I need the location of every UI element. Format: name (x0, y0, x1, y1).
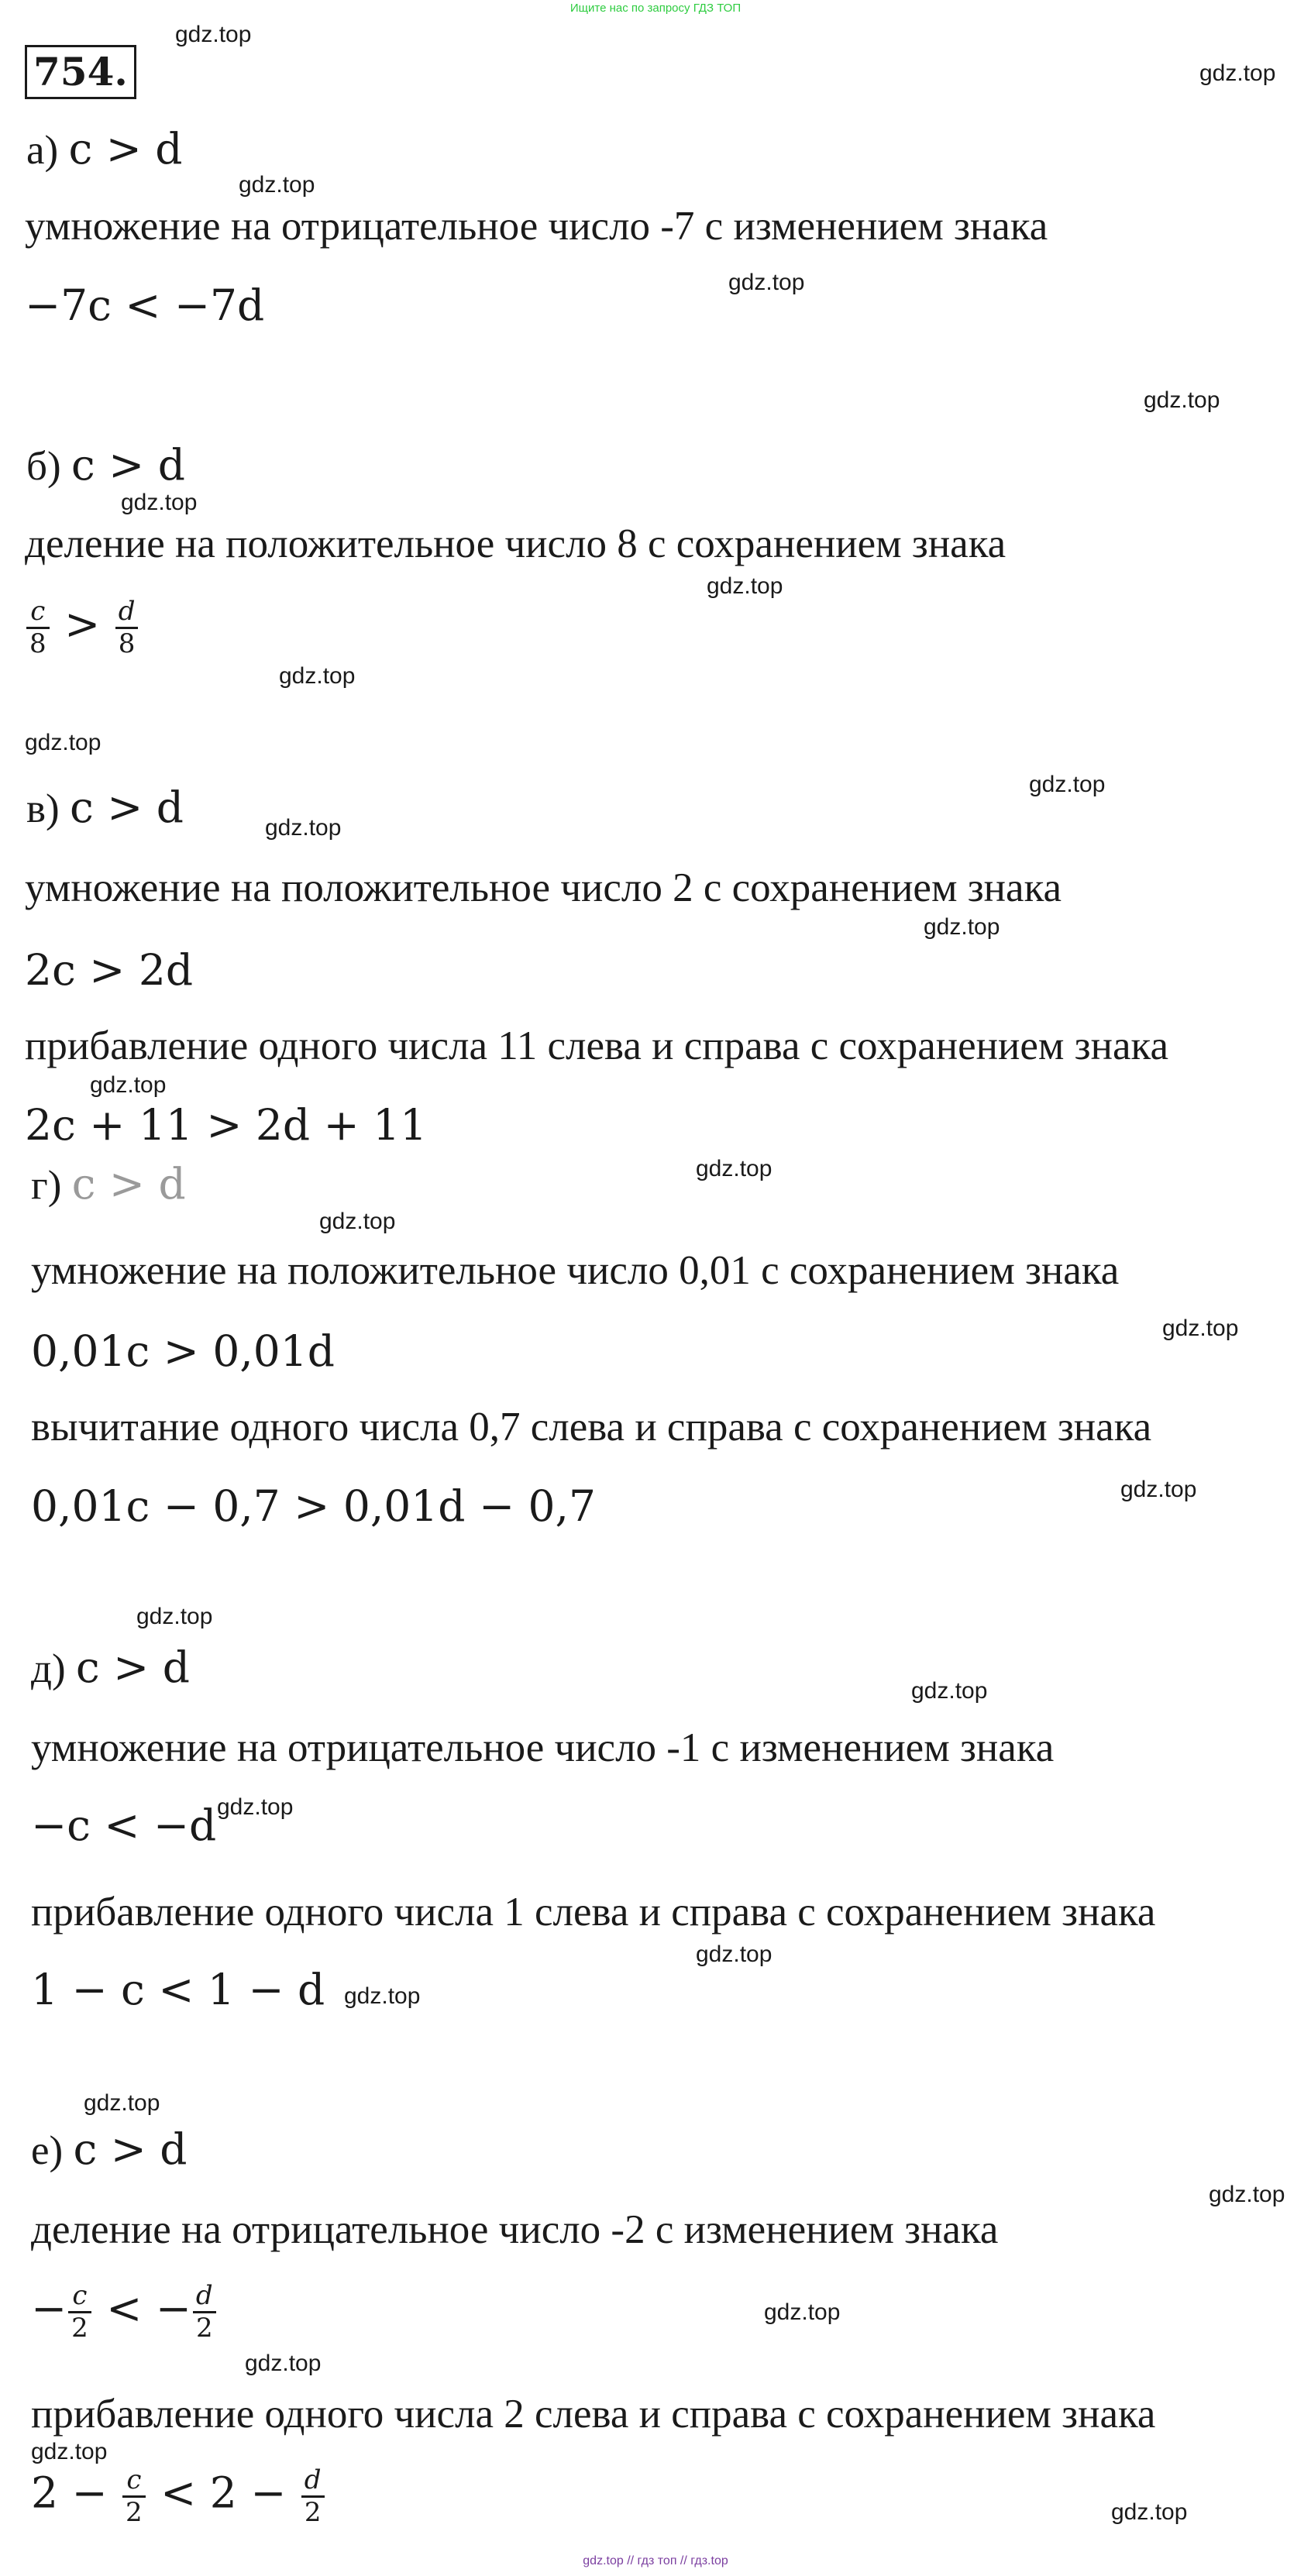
section-v-result1: 2c > 2d (25, 945, 194, 995)
watermark: gdz.top (31, 2439, 108, 2464)
section-b-step: деление на положительное число 8 с сохранением знака (25, 521, 1006, 566)
section-d-result1: −c < −d (31, 1800, 217, 1850)
fraction: $\frac{c}{8}$ (26, 597, 50, 659)
watermark: gdz.top (1029, 772, 1106, 797)
watermark: gdz.top (344, 1983, 421, 2009)
watermark: gdz.top (245, 2351, 322, 2376)
section-g-result1: 0,01c > 0,01d (31, 1326, 335, 1376)
section-d-condition: c > d (75, 1642, 190, 1692)
watermark: gdz.top (175, 22, 252, 47)
watermark: gdz.top (265, 815, 342, 841)
watermark: gdz.top (279, 663, 356, 689)
watermark: gdz.top (121, 490, 198, 515)
section-a-label: а) c > d (26, 124, 183, 174)
section-d-label: д) c > d (31, 1642, 190, 1692)
section-d-step2: прибавление одного числа 1 слева и справа с сохранением знака (31, 1890, 1156, 1935)
watermark: gdz.top (764, 2299, 841, 2325)
watermark: gdz.top (728, 270, 805, 295)
watermark: gdz.top (1162, 1316, 1239, 1341)
section-a-step: умножение на отрицательное число -7 с изменением знака (25, 204, 1048, 249)
watermark: gdz.top (239, 172, 315, 198)
footer-links: gdz.top // гдз топ // гдз.top (583, 2554, 728, 2567)
watermark: gdz.top (1111, 2499, 1188, 2525)
section-e-result2: 2 − $\frac{c}{2}$ < 2 − $\frac{d}{2}$ (31, 2465, 326, 2528)
watermark: gdz.top (696, 1156, 772, 1181)
watermark: gdz.top (911, 1678, 988, 1704)
section-d-result2: 1 − c < 1 − d (31, 1965, 325, 2014)
problem-number: 754. (25, 45, 136, 99)
section-e-label: е) c > d (31, 2124, 188, 2174)
section-a-condition: c > d (68, 124, 183, 174)
watermark: gdz.top (319, 1209, 396, 1234)
section-a-result: −7c < −7d (25, 280, 265, 330)
section-d-step1: умножение на отрицательное число -1 с изменением знака (31, 1725, 1055, 1770)
section-e-step1: деление на отрицательное число -2 с изменением знака (31, 2207, 999, 2252)
section-e-condition: c > d (73, 2124, 188, 2174)
fraction: $\frac{c}{2}$ (68, 2281, 91, 2344)
watermark: gdz.top (707, 573, 783, 599)
section-g-label: г) c > d (31, 1159, 186, 1209)
watermark: gdz.top (1209, 2182, 1285, 2207)
section-b-result: $\frac{c}{8}$ > $\frac{d}{8}$ (25, 597, 139, 659)
watermark: gdz.top (1120, 1477, 1197, 1502)
section-v-result2: 2c + 11 > 2d + 11 (25, 1100, 428, 1150)
section-g-step2: вычитание одного числа 0,7 слева и справа с сохранением знака (31, 1405, 1152, 1450)
fraction: $\frac{d}{2}$ (301, 2465, 325, 2528)
section-b-condition: c > d (71, 440, 185, 490)
fraction: $\frac{d}{8}$ (115, 597, 139, 659)
watermark: gdz.top (84, 2090, 160, 2116)
section-g-result2: 0,01c − 0,7 > 0,01d − 0,7 (31, 1481, 597, 1531)
watermark: gdz.top (136, 1604, 213, 1629)
section-e-step2: прибавление одного числа 2 слева и справа с сохранением знака (31, 2392, 1156, 2437)
fraction: $\frac{c}{2}$ (122, 2465, 146, 2528)
section-b-label: б) c > d (26, 440, 185, 490)
top-banner: Ищите нас по запросу ГДЗ ТОП (569, 2, 742, 15)
watermark: gdz.top (924, 914, 1000, 940)
section-v-condition: c > d (69, 782, 184, 832)
watermark: gdz.top (25, 730, 102, 755)
section-g-condition: c > d (71, 1159, 186, 1209)
section-v-step2: прибавление одного числа 11 слева и справа с сохранением знака (25, 1023, 1168, 1068)
fraction: $\frac{d}{2}$ (193, 2281, 216, 2344)
section-e-result1: − $\frac{c}{2}$ < − $\frac{d}{2}$ (31, 2281, 218, 2344)
watermark: gdz.top (696, 1941, 772, 1967)
watermark: gdz.top (90, 1072, 167, 1098)
watermark: gdz.top (217, 1794, 294, 1820)
watermark: gdz.top (1199, 60, 1276, 86)
watermark: gdz.top (1144, 387, 1220, 413)
section-v-step1: умножение на положительное число 2 с сохранением знака (25, 865, 1062, 910)
section-g-step1: умножение на положительное число 0,01 с сохранением знака (31, 1248, 1120, 1293)
section-v-label: в) c > d (26, 782, 184, 832)
